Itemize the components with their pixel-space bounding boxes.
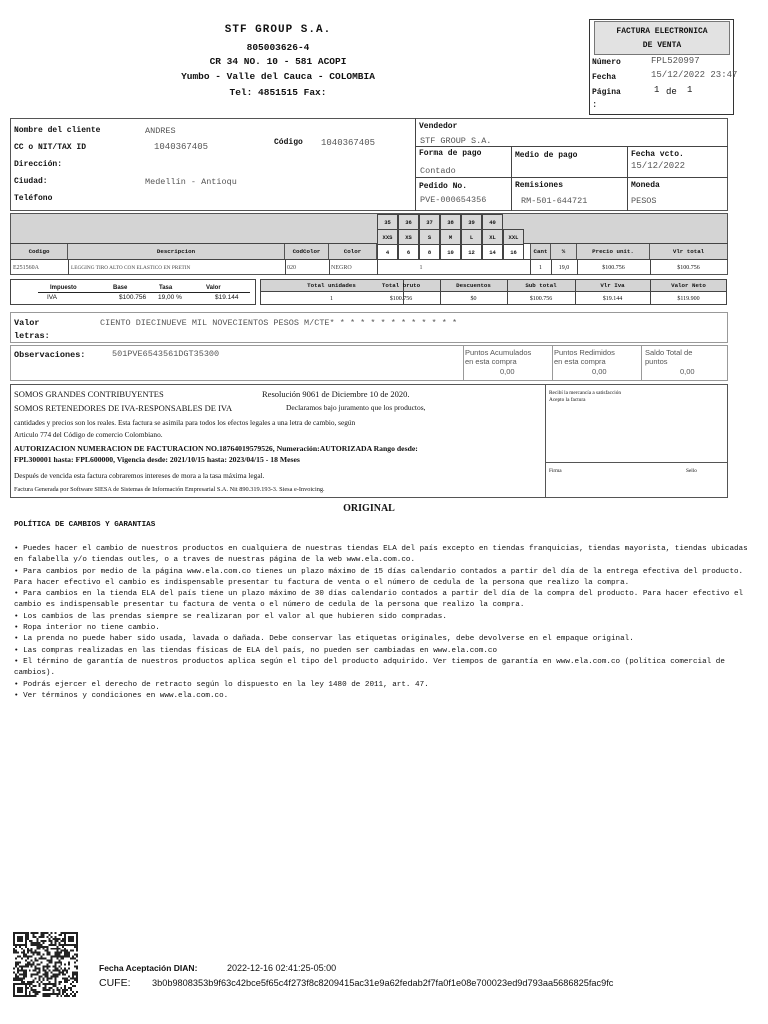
saldo-l1: Saldo Total de: [645, 348, 693, 357]
payment-form-value: Contado: [420, 166, 456, 176]
size-band-bg: [11, 214, 727, 243]
order-value: PVE-000654356: [420, 195, 487, 205]
col-descripcion: Descripcion: [68, 244, 285, 259]
list-item: • Para cambios por medio de la página www.ela.com.co tienes un plazo máximo de 15 días calendario contados a partir del día de la entrega efectiva del producto. Para hacer efectivo el cambio es indispensable presentar tu factura de venta o el número de cedula de la persona que realizo la compra.: [14, 567, 744, 587]
legal-box: [10, 384, 728, 498]
original-label: ORIGINAL: [343, 503, 395, 514]
invoice-page-label: Página: [592, 88, 621, 97]
cufe-value: 3b0b9808353b9f63c42bce5f65c4f273f8c8209415ac31e9a62fedab2f7fa0f1e08e700023ed9d793aa5686825fac9fc: [152, 978, 614, 988]
valor-letras-label-1: Valor: [14, 318, 40, 328]
puntos-red-l1: Puntos Redimidos: [554, 348, 615, 357]
valor-letras-label-2: letras:: [14, 331, 50, 341]
client-id-label: CC o NIT/TAX ID: [14, 143, 87, 152]
currency-label: Moneda: [631, 181, 660, 190]
observaciones-value: 501PVE6543561DGT35300: [112, 349, 220, 359]
legal-cantidades: cantidades y precios son los reales. Esta factura se asimila para todos los efectos legales a una letra de cambio, según: [14, 418, 356, 427]
puntos-acum-l1: Puntos Acumulados: [465, 348, 532, 357]
total-units-label: Total unidades: [307, 282, 356, 289]
item-descripcion: LEGGING TIRO ALTO CON ELASTICO EN PRETIN: [71, 264, 191, 271]
subtotal-label: Sub total: [525, 282, 557, 289]
policy-title: POLÍTICA DE CAMBIOS Y GARANTIAS: [14, 521, 156, 529]
invoice-page-de: de: [666, 87, 677, 97]
tax-impuesto-label: Impuesto: [50, 285, 77, 291]
invoice-page-num: 1: [654, 85, 660, 95]
company-address: CR 34 NO. 10 - 581 ACOPI: [209, 56, 347, 67]
valor-letras-value: CIENTO DIECINUEVE MIL NOVECIENTOS PESOS M/CTE* * * * * * * * * * * * *: [100, 318, 458, 328]
legal-autorizacion-2: FPL300001 hasta: FPL600000, Vigencia desde: 2021/10/15 hasta: 2023/04/15 - 18 Meses: [14, 455, 300, 464]
legal-retenedores: SOMOS RETENEDORES DE IVA-RESPONSABLES DE IVA: [14, 403, 233, 413]
saldo-l2: puntos: [645, 357, 668, 366]
saldo-value: 0,00: [680, 367, 695, 376]
item-color: NEGRO: [331, 264, 352, 271]
client-name-label: Nombre del cliente: [14, 126, 101, 135]
size-14: 14: [482, 244, 503, 260]
puntos-acum-l2: en esta compra: [465, 357, 517, 366]
legal-autorizacion-1: AUTORIZACION NUMERACION DE FACTURACION NO.18764019579526, Numeración:AUTORIZADA Rango desde:: [14, 444, 418, 453]
puntos-acum-value: 0,00: [500, 367, 515, 376]
size-8: 8: [419, 244, 440, 260]
client-city-label: Ciudad:: [14, 177, 48, 186]
subtotal: $100.756: [529, 295, 553, 302]
size-12: 12: [461, 244, 482, 260]
payment-method-label: Medio de pago: [515, 151, 578, 160]
legal-articulo: Articulo 774 del Código de comercio Colombiano.: [14, 430, 163, 439]
tax-impuesto: IVA: [47, 294, 57, 301]
payment-form-label: Forma de pago: [419, 149, 482, 158]
order-label: Pedido No.: [419, 182, 468, 191]
vlr-iva-label: Vlr Iva: [600, 282, 625, 289]
size-xxl: XXL: [503, 229, 524, 245]
descuentos: $0: [470, 295, 477, 302]
item-cant: 1: [539, 264, 542, 271]
dian-date-value: 2022-12-16 02:41:25-05:00: [227, 963, 337, 973]
size-m: M: [440, 229, 461, 245]
item-codcolor: 020: [287, 264, 296, 271]
invoice-title-line2: DE VENTA: [642, 41, 682, 50]
invoice-number-value: FPL520997: [651, 56, 700, 66]
list-item: • Las compras realizadas en las tiendas físicas de ELA del país, no pueden ser cambiadas en www.ela.com.co: [14, 646, 498, 655]
list-item: • Ver términos y condiciones en www.ela.com.co.: [14, 691, 229, 700]
total-bruto-label: Total bruto: [381, 282, 421, 289]
legal-vencida: Después de vencida esta factura cobraremos intereses de mora a la tasa máxima legal.: [14, 471, 265, 480]
receipt-line-2: Acepto la factura: [549, 397, 586, 403]
list-item: • Podrás ejercer el derecho de retracto según lo dispuesto en la ley 1480 de 2011, art. 47.: [14, 680, 429, 689]
tax-base: $100.756: [119, 294, 147, 301]
size-l: L: [461, 229, 482, 245]
size-6: 6: [398, 244, 419, 260]
valor-neto: $119.900: [677, 295, 700, 302]
cufe-label: CUFE:: [99, 977, 131, 989]
tax-base-label: Base: [113, 285, 128, 291]
remission-value: RM-501-644721: [521, 196, 588, 206]
valor-neto-label: Valor Neto: [671, 282, 706, 289]
client-id-value: 1040367405: [154, 142, 209, 152]
size-36: 36: [398, 214, 419, 230]
receipt-line-1: Recibí la mercancía a satisfacción: [549, 390, 622, 396]
tax-tasa-label: Tasa: [159, 285, 173, 291]
client-city-value: Medellín - Antioqu: [145, 177, 237, 187]
size-16: 16: [503, 244, 524, 260]
size-xl: XL: [482, 229, 503, 245]
item-precio: $100.756: [602, 264, 625, 271]
col-cant: Cant: [530, 244, 551, 259]
col-vlr-total: Vlr total: [650, 244, 727, 259]
client-code-label: Código: [274, 138, 303, 147]
seal-label: Sello: [686, 468, 697, 474]
total-bruto: $100.756: [389, 295, 413, 302]
size-4: 4: [377, 244, 398, 260]
size-37: 37: [419, 214, 440, 230]
size-s: S: [419, 229, 440, 245]
size-39: 39: [461, 214, 482, 230]
company-city: Yumbo - Valle del Cauca - COLOMBIA: [181, 71, 375, 82]
currency-value: PESOS: [631, 196, 657, 206]
company-phone: Tel: 4851515 Fax:: [229, 87, 327, 98]
dian-date-label: Fecha Aceptación DIAN:: [99, 963, 198, 973]
tax-valor: $19.144: [215, 294, 239, 301]
item-total: $100.756: [677, 264, 700, 271]
list-item: • Ropa interior no tiene cambio.: [14, 624, 160, 633]
col-codigo: Codigo: [11, 244, 68, 259]
col-precio: Precio unit.: [577, 244, 650, 259]
client-name-value: ANDRES: [145, 126, 176, 136]
observaciones-label: Observaciones:: [14, 350, 86, 360]
legal-contribuyentes: SOMOS GRANDES CONTRIBUYENTES: [14, 389, 164, 399]
item-size-qty: 1: [419, 264, 423, 271]
invoice-date-value: 15/12/2022 23:47: [651, 70, 738, 80]
col-codcolor: CodColor: [285, 244, 329, 259]
policy-list: [14, 544, 754, 702]
legal-resolucion: Resolución 9061 de Diciembre 10 de 2020.: [262, 389, 410, 399]
due-date-label: Fecha vcto.: [631, 150, 684, 159]
tax-valor-label: Valor: [206, 285, 221, 291]
col-pct: %: [551, 244, 577, 259]
size-xxs: XXS: [377, 229, 398, 245]
total-units: 1: [330, 295, 333, 302]
size-40: 40: [482, 214, 503, 230]
size-xs: XS: [398, 229, 419, 245]
list-item: • La prenda no puede haber sido usada, lavada o dañada. Debe conservar las etiquetas originales, debe devolverse en el empaque original.: [14, 635, 634, 644]
seller-label: Vendedor: [419, 122, 458, 131]
client-address-label: Dirección:: [14, 160, 63, 169]
signature-label: Firma: [549, 468, 562, 474]
descuentos-label: Descuentos: [456, 282, 491, 289]
vlr-iva: $19.144: [602, 295, 623, 302]
client-code-value: 1040367405: [321, 138, 376, 148]
client-phone-label: Teléfono: [14, 194, 53, 203]
due-date-value: 15/12/2022: [631, 161, 686, 171]
list-item: • Los cambios de las prendas siempre se realizaran por el valor al que hubieren sido compradas.: [14, 612, 447, 621]
invoice-page-colon: :: [592, 100, 598, 110]
invoice-date-label: Fecha: [592, 73, 617, 82]
item-codigo: E251560A: [13, 264, 39, 271]
size-10: 10: [440, 244, 461, 260]
company-nit: 805003626-4: [246, 42, 310, 53]
invoice-page-total: 1: [687, 85, 693, 95]
remission-label: Remisiones: [515, 181, 564, 190]
client-box: [10, 118, 728, 211]
invoice-title-line1: FACTURA ELECTRONICA: [616, 27, 708, 36]
item-pct: 19,0: [558, 264, 570, 271]
list-item: • El término de garantía de nuestros productos aplica según el tipo del producto adquirido. Ver tiempos de garantía en www.ela.com.co (política comercial de cambios).: [14, 657, 725, 678]
legal-software: Factura Generada por Software SIESA de Sistemas de Información Empresarial S.A. Nit 890.319.193-3. Siesa e-Invoicing.: [14, 486, 325, 493]
puntos-red-value: 0,00: [592, 367, 607, 376]
size-35: 35: [377, 214, 398, 230]
size-38: 38: [440, 214, 461, 230]
puntos-red-l2: en esta compra: [554, 357, 606, 366]
col-color: Color: [329, 244, 377, 259]
qr-code-image: [13, 932, 78, 997]
tax-tasa: 19,00 %: [158, 294, 182, 301]
legal-declaramos: Declaramos bajo juramento que los productos,: [286, 403, 426, 412]
list-item: • Puedes hacer el cambio de nuestros productos en cualquiera de nuestras tiendas ELA del país excepto en tiendas franquicias, tiendas mayorista, tiendas ubicadas en falabella y/o tiendas outles, o a traves de nuestras página de la web www.ela.com.co.: [14, 545, 748, 565]
list-item: • Para cambios en la tienda ELA del país tiene un plazo máximo de 30 días calendario contados a partir del día de la compra del producto. Para hacer efectivo el cambio es indispensable presentar tu factura de venta o el número de cedula de la persona que realizo la compra.: [14, 590, 744, 610]
seller-value: STF GROUP S.A.: [420, 136, 492, 146]
invoice-number-label: Número: [592, 58, 621, 67]
company-name: STF GROUP S.A.: [224, 24, 332, 36]
